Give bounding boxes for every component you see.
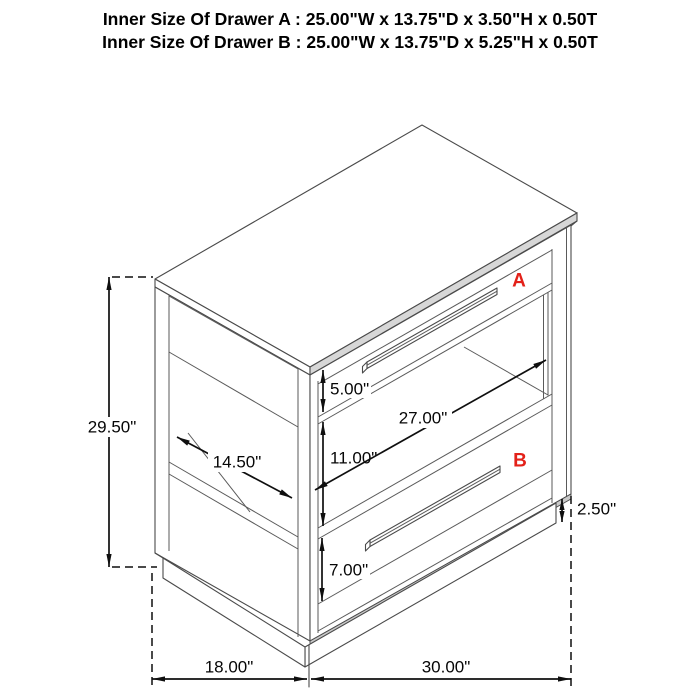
dim-side-depth-label: 18.00" bbox=[204, 657, 254, 677]
drawer-b-label: B bbox=[513, 450, 527, 472]
dim-overall-height bbox=[84, 277, 157, 567]
dim-shelf-opening-label: 11.00" bbox=[330, 448, 378, 468]
dim-drawer-b-front-label: 7.00" bbox=[329, 560, 369, 580]
dim-shelf-depth-label: 14.50" bbox=[212, 452, 262, 472]
dim-overall-height-label: 29.50" bbox=[87, 417, 137, 437]
dim-base-height bbox=[559, 499, 620, 522]
drawer-a-label: A bbox=[512, 270, 526, 292]
arrowhead-down bbox=[106, 554, 111, 567]
header-drawer-b-size: Inner Size Of Drawer B : 25.00"W x 13.75"D x 5.25"H x 0.50T bbox=[102, 32, 598, 52]
arrowhead-left bbox=[152, 676, 165, 681]
arrowhead-right bbox=[294, 676, 307, 681]
dim-front-width-label: 30.00" bbox=[421, 657, 471, 677]
dim-drawer-a-front-label: 5.00" bbox=[330, 379, 370, 399]
header-drawer-a-size: Inner Size Of Drawer A : 25.00"W x 13.75"D x 3.50"H x 0.50T bbox=[102, 9, 598, 29]
arrowhead-down bbox=[559, 511, 564, 522]
dim-inner-width-label: 27.00" bbox=[398, 408, 448, 428]
arrowhead-left bbox=[311, 676, 324, 681]
dim-base-height-label: 2.50" bbox=[577, 499, 617, 519]
arrowhead-right bbox=[558, 676, 571, 681]
arrowhead-up bbox=[106, 277, 111, 290]
